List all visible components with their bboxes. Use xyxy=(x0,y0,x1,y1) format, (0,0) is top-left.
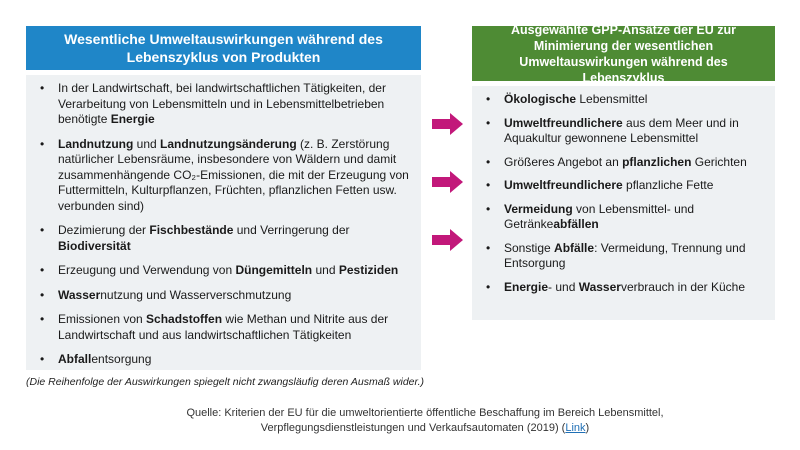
right-item xyxy=(482,178,763,194)
right-approaches-box xyxy=(472,86,775,320)
left-impacts-list xyxy=(36,81,409,368)
right-item-text: pflanzlichen xyxy=(622,154,692,169)
left-impacts-box xyxy=(26,75,421,370)
left-item xyxy=(36,352,409,368)
left-item-text: wie Methan und Nitrite aus der Landwirtschaft und aus landwirtschaftlichen Tätigkeiten xyxy=(58,312,389,342)
left-item-text: Wasser xyxy=(58,287,101,302)
source-end: ) xyxy=(585,422,590,434)
right-item-text: Abfälle xyxy=(554,240,595,255)
right-item-text: pflanzliche Fette xyxy=(622,178,714,192)
right-item-text: Lebensmittel xyxy=(576,92,648,106)
left-item-text: entsorgung xyxy=(91,352,152,366)
left-item-text: Dezimierung der xyxy=(58,223,150,237)
left-item-text: Pestiziden xyxy=(338,263,399,277)
left-item-text: und xyxy=(312,263,339,277)
left-item xyxy=(36,137,409,215)
left-item-text: Biodiversität xyxy=(58,238,131,253)
source-link[interactable]: Link xyxy=(565,422,586,434)
left-item xyxy=(36,263,409,279)
right-approaches-list xyxy=(482,92,763,295)
right-item-text: aus dem Meer und in Aquakultur gewonnene Lebensmittel xyxy=(504,115,739,145)
left-item-text: Schadstoffen xyxy=(146,312,223,326)
left-item-text: Düngemitteln xyxy=(235,263,313,277)
right-item-text: Energie xyxy=(504,279,549,294)
left-item-text: Energie xyxy=(110,112,155,126)
right-item-text: Umweltfreundlichere xyxy=(504,115,623,130)
right-item-text: - und xyxy=(548,279,579,294)
right-item-text: Vermeidung xyxy=(504,201,573,216)
right-item-text: Sonstige xyxy=(504,240,555,255)
right-item-text: : Vermeidung, Trennung und Entsorgung xyxy=(504,240,746,270)
left-item-text: Abfall xyxy=(58,352,92,366)
right-item xyxy=(482,116,763,147)
source-line1: Quelle: Kriterien der EU für die umweltorientierte öffentliche Beschaffung im Bereich Lebensmittel, xyxy=(186,407,664,419)
right-item-text: Umweltfreundlichere xyxy=(504,178,623,192)
left-item xyxy=(36,288,409,304)
left-item-text: und xyxy=(133,136,161,151)
right-item-text: verbrauch in der Küche xyxy=(620,279,746,294)
right-item xyxy=(482,155,763,171)
left-item-text: Landnutzung xyxy=(58,136,134,151)
right-item-text: von Lebensmittel- und Getränke xyxy=(504,201,695,231)
left-item-text: Erzeugung und Verwendung von xyxy=(58,263,236,277)
left-item-text: nutzung und Wasserverschmutzung xyxy=(100,287,292,302)
left-item-text: Landnutzungsänderung xyxy=(160,136,297,151)
left-item xyxy=(36,223,409,254)
left-item-text: und Verringerung der xyxy=(233,223,350,237)
right-item xyxy=(482,202,763,233)
right-item-text: Größeres Angebot an xyxy=(504,154,623,169)
right-item xyxy=(482,280,763,296)
left-item-text: In der Landwirtschaft, bei landwirtschaftlichen Tätigkeiten, der Verarbeitung von Lebensmitteln und in Lebensmittelbetrieben benötigte xyxy=(58,81,386,126)
left-item-text: Emissionen von xyxy=(58,312,147,326)
left-header xyxy=(26,26,421,70)
right-title: Ausgewählte GPP-Ansätze der EU zur Minimierung der wesentlichen Umweltauswirkungen während des Lebenszyklus xyxy=(510,22,737,85)
arrow-right-icon xyxy=(432,170,464,194)
right-item-text: Gerichten xyxy=(691,154,747,169)
arrow-right-icon xyxy=(432,228,464,252)
left-item-text: Fischbestände xyxy=(149,223,234,237)
source-line2: Verpflegungsdienstleistungen und Verkaufsautomaten (2019) ( xyxy=(260,422,566,434)
left-item xyxy=(36,81,409,128)
left-title: Wesentliche Umweltauswirkungen während des Lebenszyklus von Produkten xyxy=(64,31,383,65)
right-item-text: abfällen xyxy=(553,217,599,231)
right-header xyxy=(472,22,775,85)
source-citation xyxy=(120,406,730,436)
left-item xyxy=(36,312,409,343)
footnote: (Die Reihenfolge der Auswirkungen spiegelt nicht zwangsläufig deren Ausmaß wider.) xyxy=(26,376,425,388)
arrow-right-icon xyxy=(432,112,464,136)
left-item-text: (z. B. Zerstörung natürlicher Lebensräume, insbesondere von Wäldern und damit zusammenhängende CO₂-Emissionen, die mit der Erzeugung von Futtermitteln, Kulturpflanzen, Früchten, pflanzlichen Fetten usw. verbunden sind) xyxy=(58,136,409,213)
right-item-text: Ökologische xyxy=(504,92,577,106)
right-item xyxy=(482,241,763,272)
right-item xyxy=(482,92,763,108)
right-item-text: Wasser xyxy=(578,279,621,294)
